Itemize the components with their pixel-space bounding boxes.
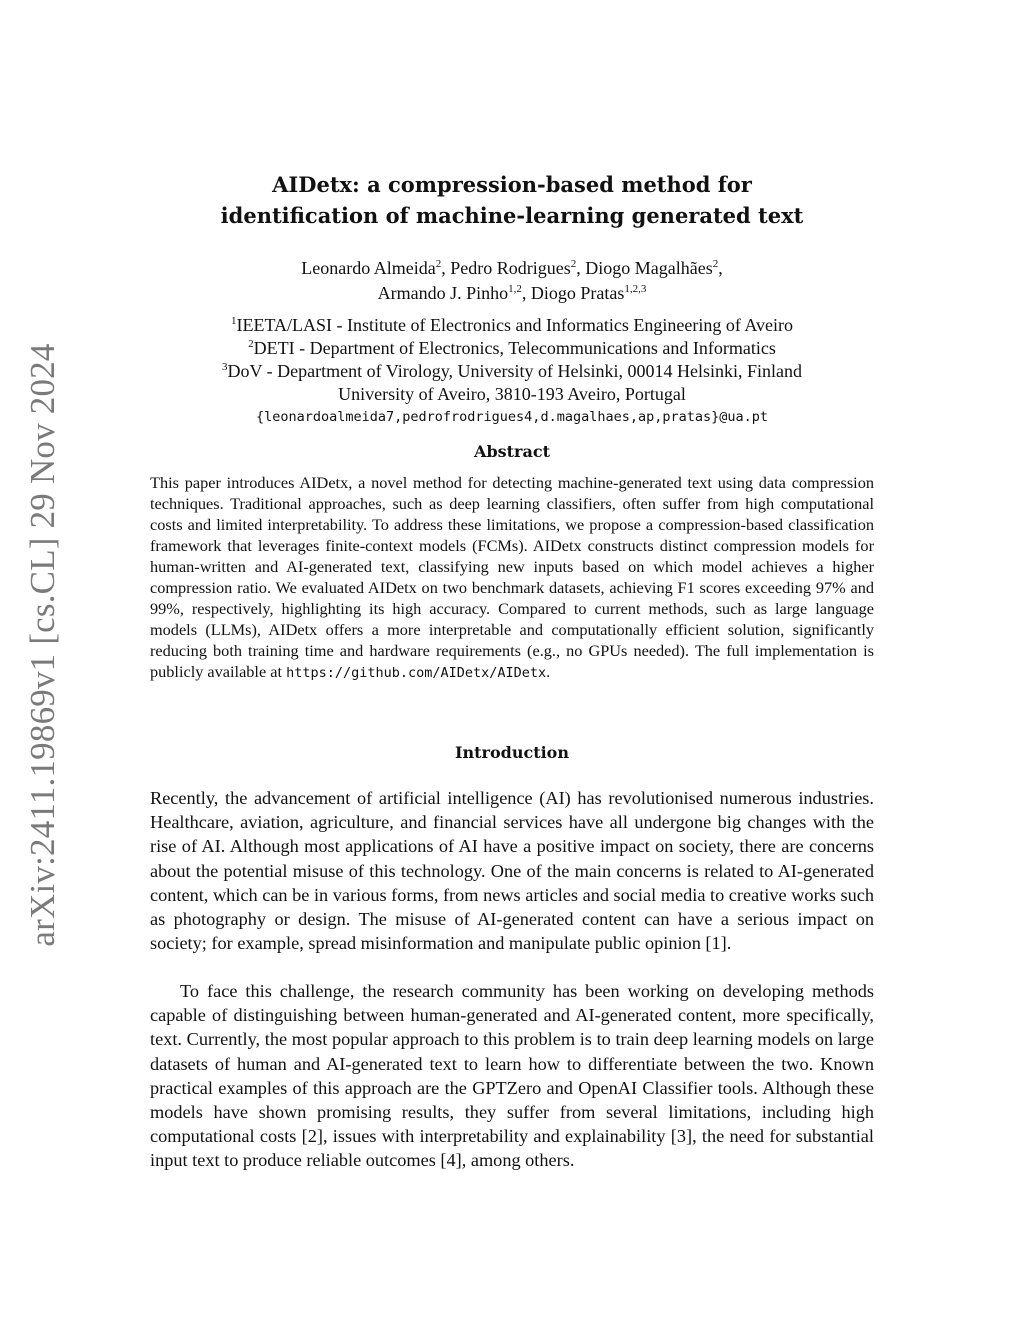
- affiliation-3: [150, 360, 874, 383]
- author-name: Pedro Rodrigues: [450, 258, 571, 278]
- author-name: Leonardo Almeida: [301, 258, 436, 278]
- affiliation-text: DoV - Department of Virology, University of Helsinki, 00014 Helsinki, Finland: [227, 361, 803, 381]
- abstract-heading: Abstract: [474, 442, 550, 461]
- author-affiliation-mark: 1,2,3: [624, 283, 647, 295]
- affiliation-text: DETI - Department of Electronics, Telecommunications and Informatics: [253, 338, 776, 358]
- author-name: Diogo Magalhães: [585, 258, 713, 278]
- paper-title-line-2: identification of machine-learning generated text: [220, 203, 804, 228]
- author-list-line-1: Leonardo Almeida$^2$, Pedro Rodrigues$^2$, Diogo Magalhães$^2$,: [301, 258, 723, 278]
- author-affiliation-mark: 2: [712, 258, 719, 270]
- affiliation-2: [150, 337, 874, 360]
- author-affiliation-mark: 2: [570, 258, 577, 270]
- university-address: University of Aveiro, 3810-193 Aveiro, Portugal: [338, 384, 686, 404]
- author-emails[interactable]: {leonardoalmeida7,pedrofrodrigues4,d.magalhaes,ap,pratas}@ua.pt: [255, 409, 769, 425]
- affiliation-mark: 2: [248, 338, 254, 350]
- abstract-text: This paper introduces AIDetx, a novel method for detecting machine-generated text using data compression techniques. Traditional approaches, such as deep learning classifiers, often suffer from high computational costs and limited interpretability. To address these limitations, we propose a compression-based classification framework that leverages finite-context models (FCMs). AIDetx constructs distinct compression models for human-written and AI-generated text, classifying new inputs based on which model achieves a higher compression ratio. We evaluated AIDetx on two benchmark datasets, achieving F1 scores exceeding 97% and 99%, respectively, highlighting its high accuracy. Compared to current methods, such as large language models (LLMs), AIDetx offers a more interpretable and computationally efficient solution, significantly reducing both training time and hardware requirements (e.g., no GPUs needed). The full implementation is publicly available at: [150, 473, 874, 681]
- repository-link[interactable]: https://github.com/AIDetx/AIDetx: [286, 665, 547, 681]
- author-name: Diogo Pratas: [530, 283, 625, 303]
- author-name: Armando J. Pinho: [377, 283, 509, 303]
- author-affiliation-mark: 2: [435, 258, 442, 270]
- affiliation-mark: 1: [230, 315, 237, 327]
- affiliation-text: IEETA/LASI - Institute of Electronics and Informatics Engineering of Aveiro: [236, 315, 794, 335]
- paper-title-line-1: AIDetx: a compression-based method for: [272, 172, 752, 197]
- introduction-paragraph-1: Recently, the advancement of artificial intelligence (AI) has revolutionised numerous industries. Healthcare, aviation, agriculture, and financial services have all undergone big changes with the rise of AI. Although most applications of AI have a positive impact on society, there are concerns about the potential misuse of this technology. One of the main concerns is related to AI-generated content, which can be in various forms, from news articles and social media to creative works such as photography or design. The misuse of AI-generated content can have a serious impact on society; for example, spread misinformation and manipulate public opinion [1].: [150, 788, 874, 954]
- affiliation-1: [150, 314, 874, 337]
- author-affiliation-mark: 1,2: [508, 283, 522, 295]
- abstract-body: [150, 472, 874, 684]
- author-list-line-2: Armando J. Pinho$^{1,2}$, Diogo Pratas$^{1,2,3}$: [377, 283, 647, 303]
- affiliation-mark: 3: [221, 361, 228, 373]
- abstract-end: .: [546, 662, 551, 681]
- introduction-paragraph-2: To face this challenge, the research community has been working on developing methods capable of distinguishing between human-generated and AI-generated content, more specifically, text. Currently, the most popular approach to this problem is to train deep learning models on large datasets of human and AI-generated text to learn how to differentiate between the two. Known practical examples of this approach are the GPTZero and OpenAI Classifier tools. Although these models have shown promising results, they suffer from several limitations, including high computational costs [2], issues with interpretability and explainability [3], the need for substantial input text to produce reliable outcomes [4], among others.: [150, 981, 874, 1171]
- introduction-heading: Introduction: [455, 743, 569, 762]
- arxiv-identifier[interactable]: arXiv:2411.19869v1 [cs.CL] 29 Nov 2024: [23, 343, 62, 947]
